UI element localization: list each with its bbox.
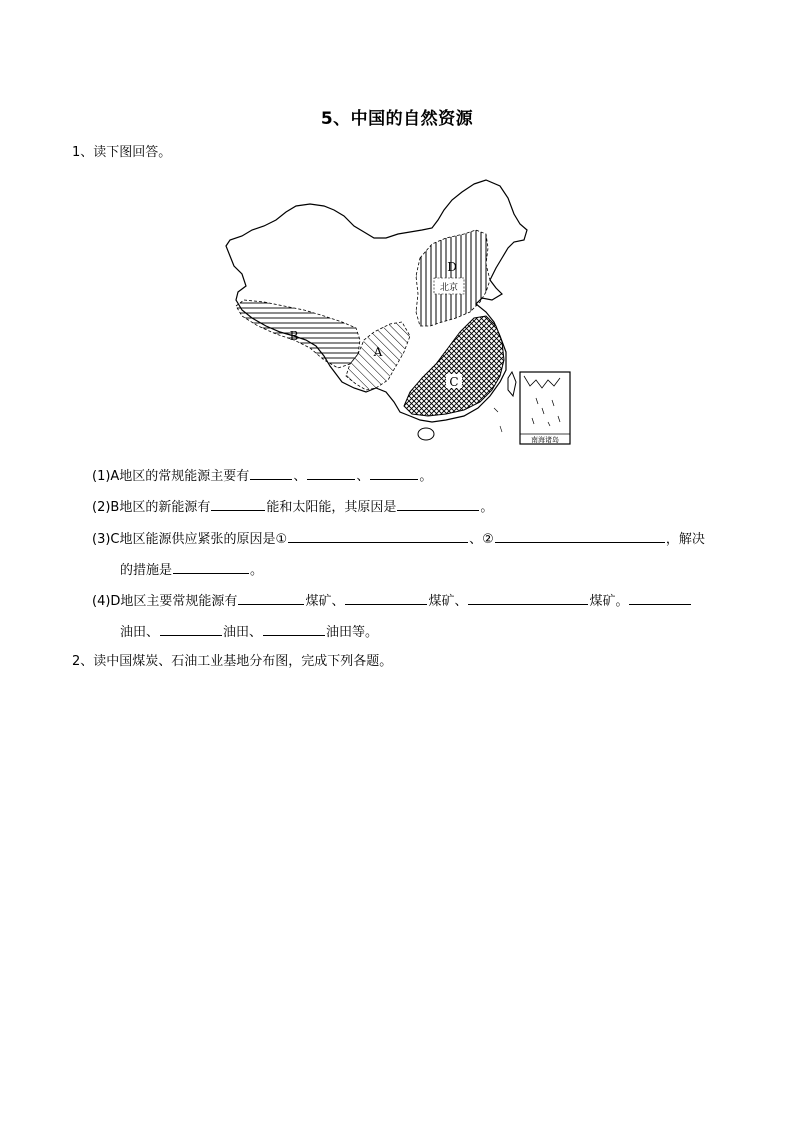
region-b-label: B xyxy=(289,329,299,343)
inset-caption: 南海诸岛 xyxy=(531,436,559,444)
answer-blank[interactable] xyxy=(211,497,265,511)
question-2-prompt: 2、读中国煤炭、石油工业基地分布图，完成下列各题。 xyxy=(72,654,393,669)
question-1-prompt: 1、读下图回答。 xyxy=(72,145,172,160)
answer-blank[interactable] xyxy=(629,591,691,605)
china-energy-map xyxy=(224,176,584,448)
answer-blank[interactable] xyxy=(288,529,468,543)
taiwan-island xyxy=(508,372,516,396)
answer-blank[interactable] xyxy=(307,466,355,480)
region-c-label: C xyxy=(449,375,459,389)
answer-blank[interactable] xyxy=(397,497,479,511)
question-1-2: (2)B地区的新能源有 能和太阳能，其原因是 。 xyxy=(92,497,493,517)
south-china-sea-inset xyxy=(520,372,570,444)
answer-blank[interactable] xyxy=(250,466,292,480)
answer-blank[interactable] xyxy=(263,622,325,636)
beijing-label: 北京 xyxy=(439,283,459,293)
question-1-3: (3)C地区能源供应紧张的原因是① 、② ，解决 xyxy=(92,529,705,549)
question-1-1: (1)A地区的常规能源主要有 、 、 。 xyxy=(92,466,432,486)
question-1-3-continued: 的措施是 。 xyxy=(120,560,263,580)
question-1-4-continued: 油田、 油田、 油田等。 xyxy=(120,622,378,642)
answer-blank[interactable] xyxy=(468,591,588,605)
answer-blank[interactable] xyxy=(370,466,418,480)
page-title: 5、中国的自然资源 xyxy=(320,109,474,129)
answer-blank[interactable] xyxy=(495,529,665,543)
answer-blank[interactable] xyxy=(160,622,222,636)
question-1-4: (4)D地区主要常规能源有 煤矿、 煤矿、 煤矿。 xyxy=(92,591,692,611)
answer-blank[interactable] xyxy=(173,560,249,574)
answer-blank[interactable] xyxy=(345,591,427,605)
region-a-label: A xyxy=(373,345,383,359)
hainan-island xyxy=(418,428,434,440)
answer-blank[interactable] xyxy=(238,591,304,605)
region-d-label: D xyxy=(447,260,457,274)
